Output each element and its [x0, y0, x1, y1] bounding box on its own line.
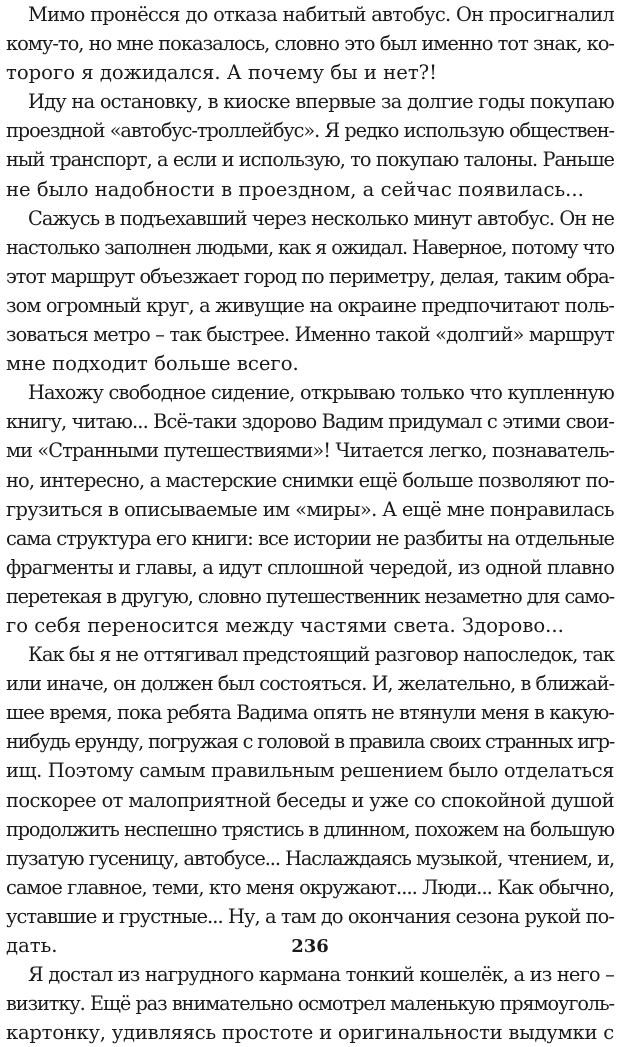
paragraph-line: зом огромный круг, а живущие на окраине предпочитают поль- — [6, 293, 614, 317]
paragraph-line: проездной «автобус-троллейбус». Я редко использую обществен- — [6, 119, 614, 143]
paragraph-line: но, интересно, а мастерские снимки ещё больше позволяют по- — [6, 468, 614, 492]
paragraph-line: фрагменты и главы, а идут сплошной чередой, из одной плавно — [6, 555, 614, 579]
paragraph-line: не было надобности в проездном, а сейчас появилась... — [6, 177, 584, 201]
paragraph-first-line: Нахожу свободное сидение, открываю только что купленную — [28, 381, 614, 405]
paragraph-line: ищ. Поэтому самым правильным решением было отделаться — [6, 759, 614, 783]
paragraph-line: нибудь ерунду, погружая с головой в правила своих странных игр- — [6, 730, 614, 754]
paragraph-first-line: Сажусь в подъехавший через несколько минут автобус. Он не — [28, 206, 614, 230]
paragraph-line: ный транспорт, а если и использую, то покупаю талоны. Раньше — [6, 148, 614, 172]
paragraph-line: визитку. Ещё раз внимательно осмотрел маленькую прямоуголь- — [6, 992, 614, 1016]
paragraph-line: зоваться метро – так быстрее. Именно такой «долгий» маршрут — [6, 323, 614, 347]
paragraph-line: продолжить неспешно трястись в длинном, похожем на большую — [6, 817, 614, 841]
paragraph-line: грузиться в описываемые им «миры». А ещё мне понравилась — [6, 497, 614, 521]
paragraph-line: поскорее от малоприятной беседы и уже со спокойной душой — [6, 788, 614, 812]
paragraph-first-line: Мимо пронёсся до отказа набитый автобус. Он просигналил — [28, 3, 614, 26]
paragraph-line: книгу, читаю... Всё-таки здорово Вадим придумал с этими свои- — [6, 410, 614, 434]
paragraph-line: самое главное, теми, кто меня окружают.... Люди... Как обычно, — [6, 875, 614, 899]
paragraph-line: шее время, пока ребята Вадима опять не втянули меня в какую- — [6, 701, 614, 725]
paragraph-line: дать. — [6, 934, 58, 957]
paragraph-line: го себя переносится между частями света. Здорово... — [6, 613, 564, 637]
paragraph-line: этот маршрут объезжает город по периметру, делая, таким обра- — [6, 264, 614, 288]
paragraph-line: картонку, удивляясь простоте и оригинальности выдумки с — [6, 1021, 614, 1045]
paragraph-line: или иначе, он должен был состояться. И, желательно, в ближай- — [6, 672, 614, 696]
paragraph-line: сама структура его книги: все истории не разбиты на отдельные — [6, 526, 614, 550]
paragraph-line: пузатую гусеницу, автобусе... Наслаждаясь музыкой, чтением, и, — [6, 846, 614, 870]
paragraph-first-line: Иду на остановку, в киоске впервые за долгие годы покупаю — [28, 90, 614, 114]
paragraph-line: перетекая в другую, словно путешественник незаметно для само- — [6, 584, 614, 608]
book-page — [6, 0, 614, 1045]
paragraph-line: настолько заполнен людьми, как я ожидал. Наверное, потому что — [6, 235, 614, 259]
paragraph-line: торого я дожидался. А почему бы и нет?! — [6, 61, 438, 85]
paragraph-line: уставшие и грустные... Ну, а там до окончания сезона рукой по- — [6, 904, 614, 928]
page-number: 236 — [291, 936, 329, 957]
paragraph-line: ми «Странными путешествиями»! Читается легко, познаватель- — [6, 439, 614, 463]
paragraph-line: кому-то, но мне показалось, словно это был именно тот знак, ко- — [6, 32, 614, 56]
paragraph-line: мне подходит больше всего. — [6, 352, 299, 376]
paragraph-first-line: Я достал из нагрудного кармана тонкий кошелёк, а из него – — [28, 963, 614, 987]
paragraph-first-line: Как бы я не оттягивал предстоящий разговор напоследок, так — [28, 643, 614, 667]
